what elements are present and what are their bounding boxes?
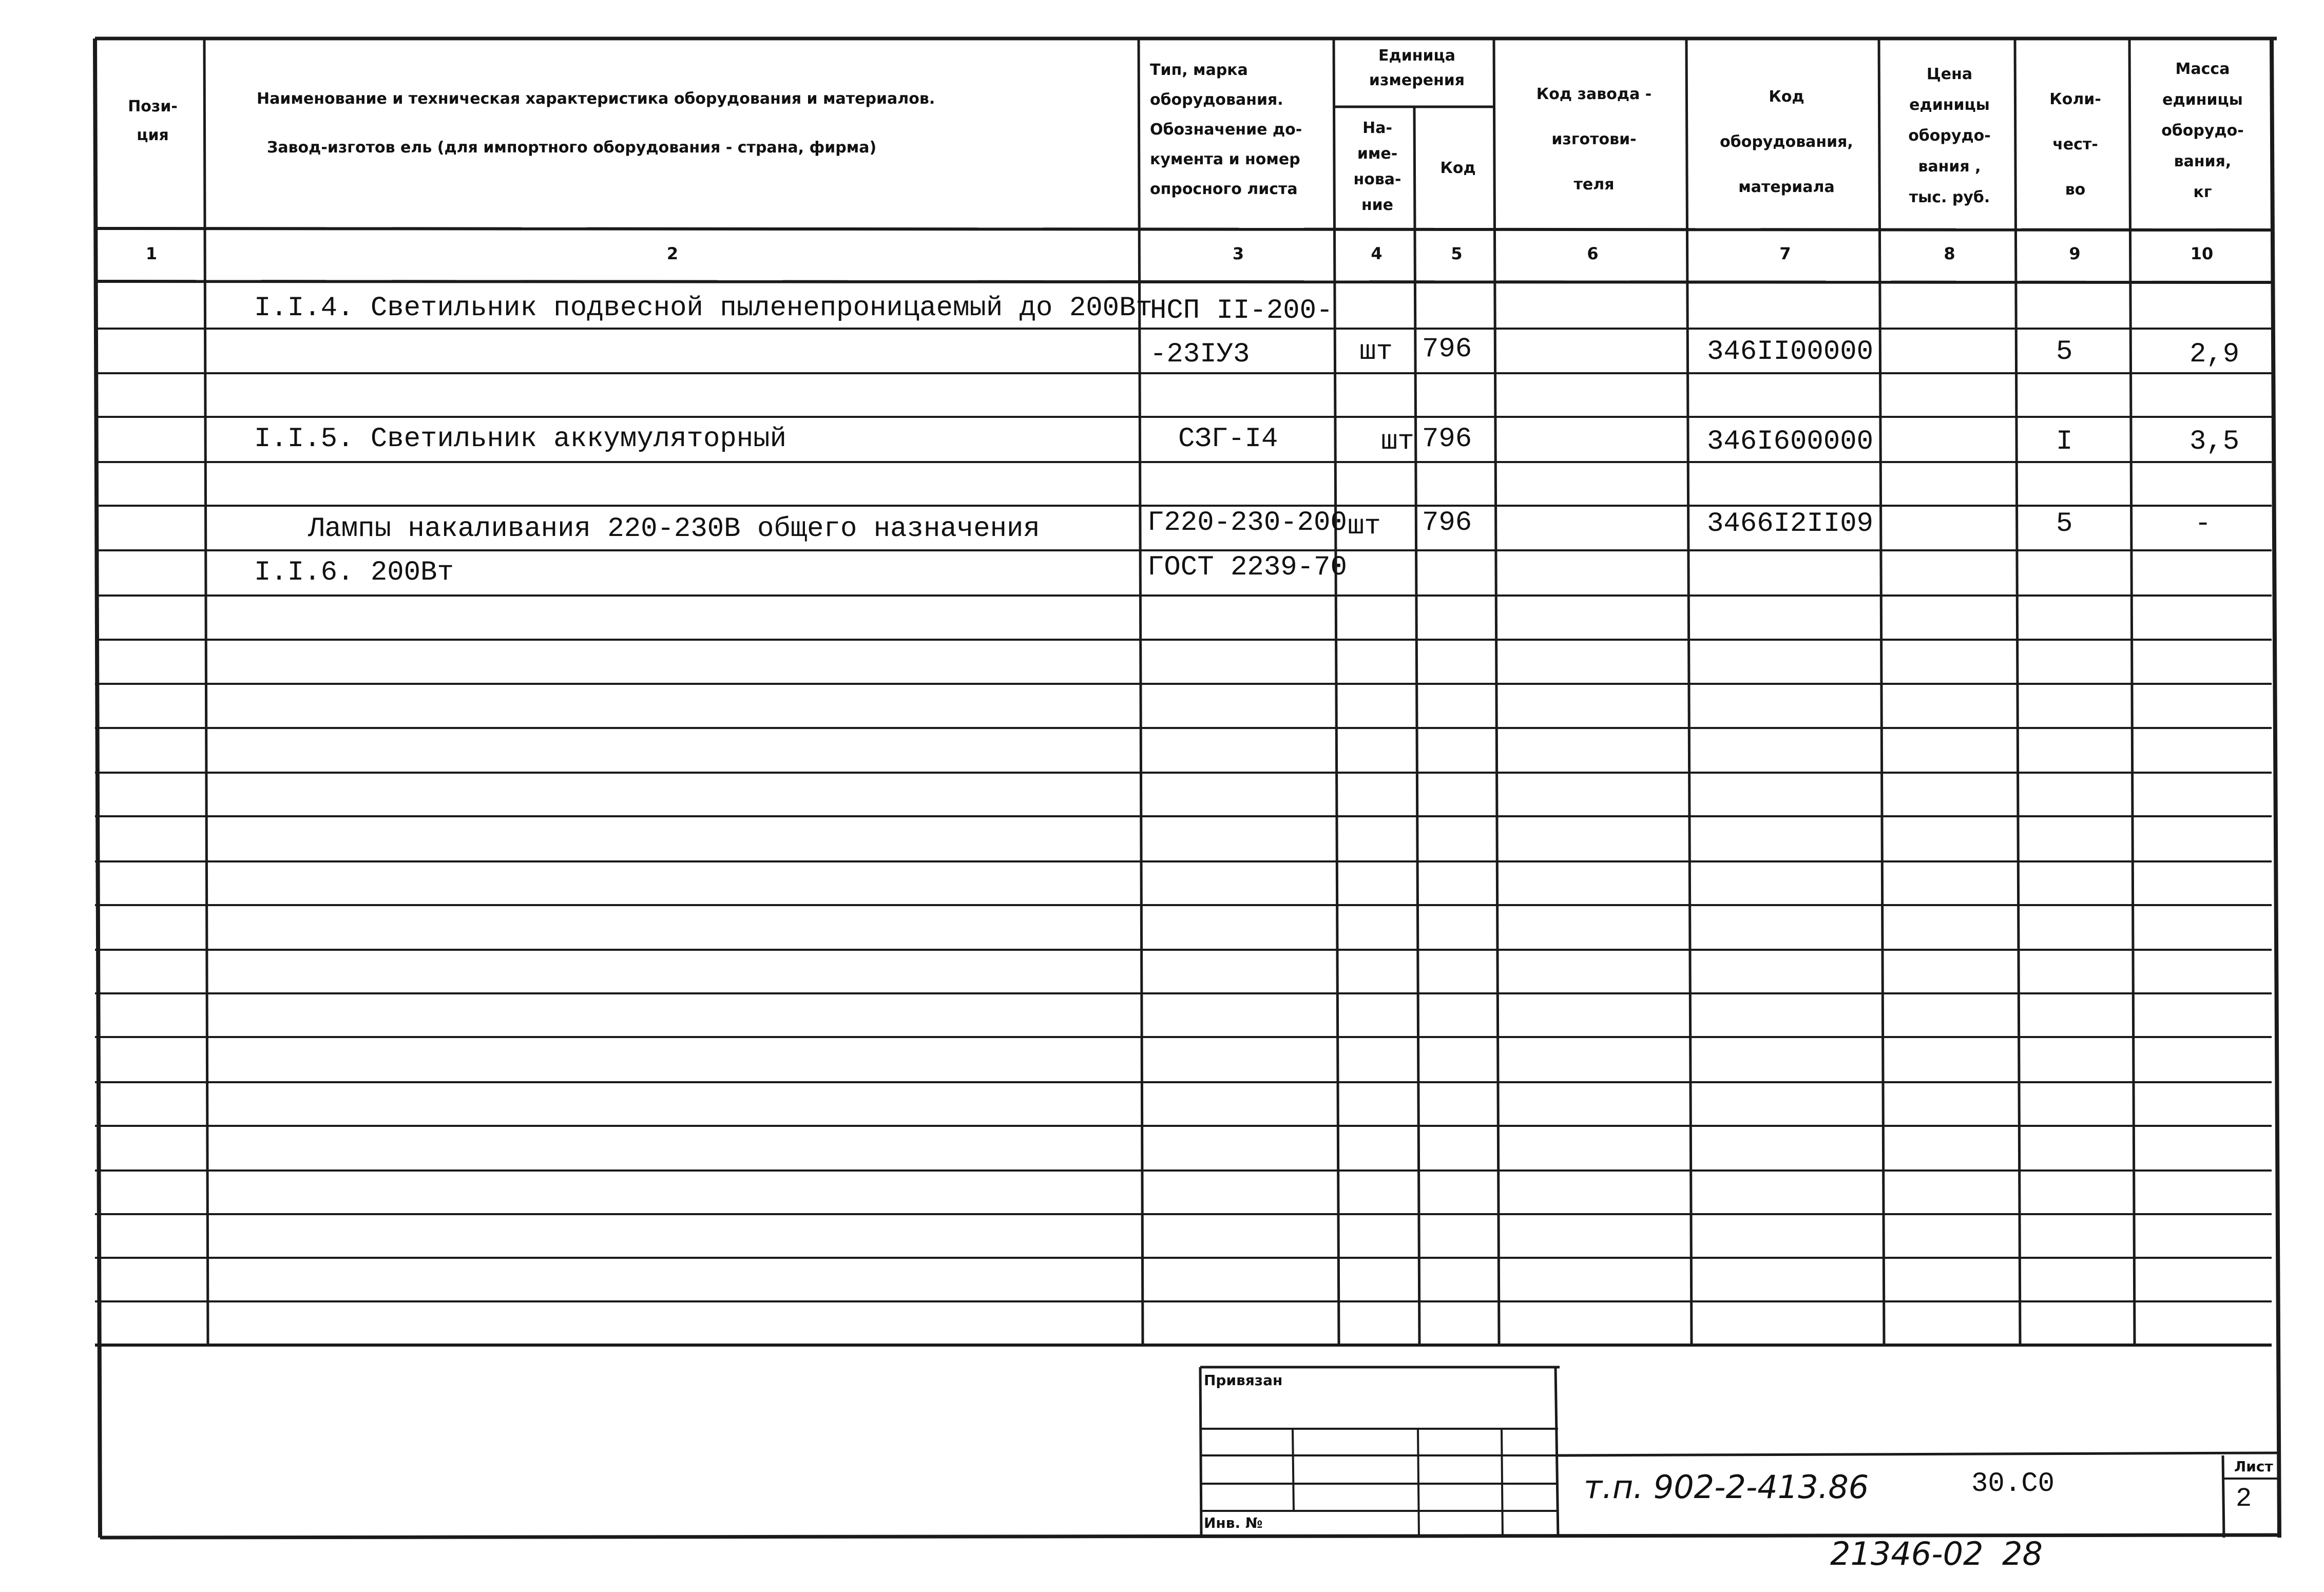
row-1-type: НСП II-200- — [1150, 295, 1333, 327]
column-number-5: 5 — [1451, 244, 1463, 263]
row-3-code: 346I600000 — [1707, 426, 1874, 457]
stamp-privyazan: Привязан — [1204, 1372, 1283, 1389]
row-1-name: I.I.4. Светильник подвесной пыленепроницаемый до 200Вт — [254, 293, 1153, 324]
column-number-1: 1 — [145, 244, 158, 263]
column-number-4: 4 — [1371, 244, 1382, 263]
row-2-unit-code: 796 — [1422, 334, 1472, 365]
header-type: Тип, марка оборудования. Обозначение до- кумента и номер опросного листа — [1150, 61, 1302, 198]
row-2-mass: 2,9 — [2189, 339, 2240, 370]
row-4-quantity: 5 — [2056, 508, 2073, 540]
header-unit-name: На- име- нова- ние — [1353, 119, 1401, 214]
stamp-sheet-label: Лист — [2234, 1458, 2273, 1475]
row-2-type: -23IУ3 — [1150, 339, 1250, 370]
row-3-unit-code: 796 — [1422, 424, 1472, 455]
row-3-name: I.I.5. Светильник аккумуляторный — [254, 424, 786, 455]
row-4-type: Г220-230-200 — [1147, 507, 1347, 539]
row-2-quantity: 5 — [2056, 336, 2073, 368]
column-number-10: 10 — [2190, 244, 2214, 263]
column-number-8: 8 — [1944, 244, 1955, 263]
header-factory-code: Код завода - изготови- теля — [1536, 85, 1652, 194]
header-unit-code: Код — [1440, 159, 1476, 177]
row-3-type: СЗГ-I4 — [1178, 424, 1278, 455]
header-position: Пози- ция — [128, 98, 178, 144]
table-grid — [95, 39, 2279, 1538]
column-number-9: 9 — [2069, 244, 2081, 263]
row-4-mass: - — [2195, 508, 2212, 540]
header-unit-group: Единица измерения — [1369, 47, 1465, 89]
archive-page: 28 — [2002, 1535, 2043, 1572]
row-4-code: 3466I2II09 — [1707, 508, 1874, 540]
stamp-sheet-number: 2 — [2236, 1484, 2252, 1514]
row-3-quantity: I — [2056, 426, 2073, 457]
column-number-2: 2 — [666, 244, 679, 263]
archive-number: 21346-02 — [1830, 1535, 1984, 1572]
header-mass: Масса единицы оборудо- вания, кг — [2161, 60, 2244, 201]
stamp-section-code: 30.С0 — [1971, 1468, 2055, 1500]
row-3-unit: шт — [1381, 426, 1414, 457]
header-equipment-code: Код оборудования, материала — [1720, 88, 1853, 196]
row-5-type: ГОСТ 2239-70 — [1147, 552, 1347, 583]
row-4-name: Лампы накаливания 220-230В общего назначения — [308, 513, 1040, 545]
column-number-6: 6 — [1587, 244, 1599, 263]
row-5-name: I.I.6. 200Вт — [254, 557, 454, 588]
header-name-line2: Завод-изготов ель (для импортного оборудования - страна, фирма) — [267, 139, 877, 157]
header-price: Цена единицы оборудо- вания , тыс. руб. — [1908, 65, 1991, 206]
row-4-unit-code: 796 — [1422, 507, 1472, 539]
column-number-7: 7 — [1779, 244, 1791, 263]
row-2-unit: шт — [1359, 336, 1393, 368]
stamp-inv-number: Инв. № — [1204, 1514, 1263, 1531]
stamp-document-code: т.п. 902-2-413.86 — [1584, 1468, 1869, 1506]
column-number-3: 3 — [1232, 244, 1244, 263]
header-name-line1: Наименование и техническая характеристика оборудования и материалов. — [257, 90, 935, 108]
row-3-mass: 3,5 — [2189, 426, 2240, 457]
header-quantity: Коли- чест- во — [2049, 90, 2101, 199]
row-4-unit: шт — [1348, 511, 1381, 542]
row-2-code: 346II00000 — [1707, 336, 1874, 368]
